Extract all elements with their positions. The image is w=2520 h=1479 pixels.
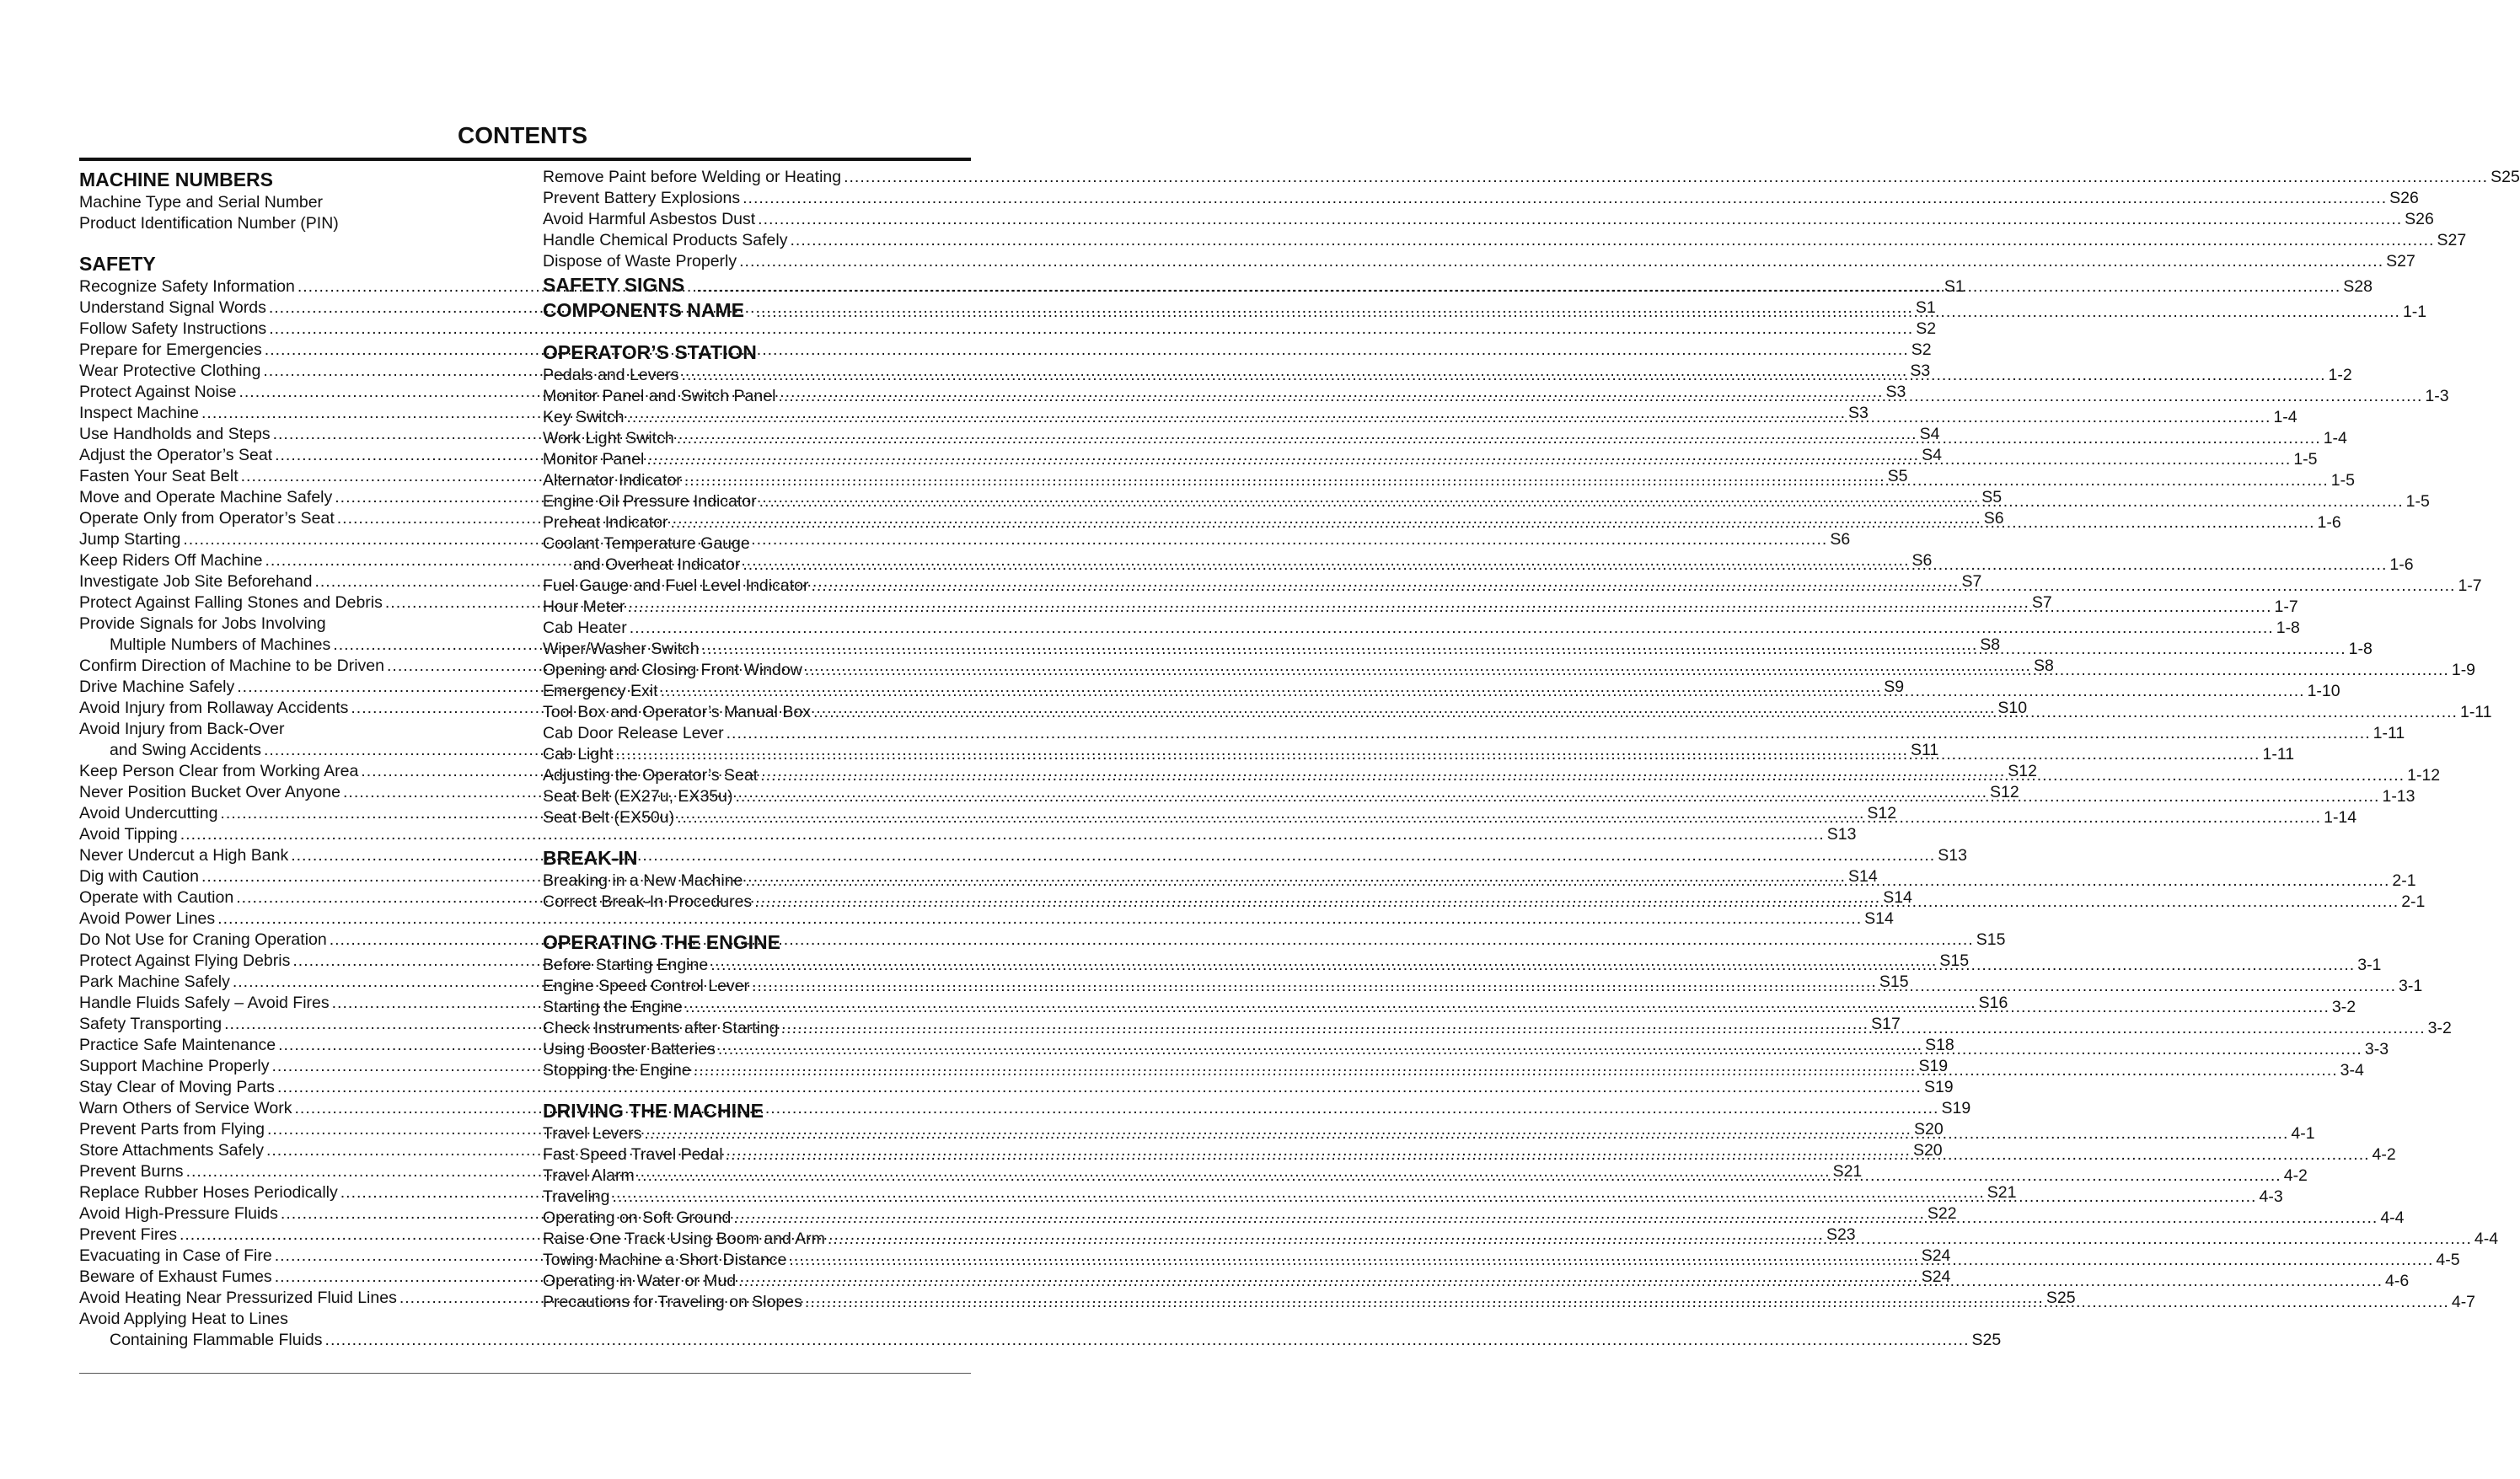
entry-title: Practice Safe Maintenance	[79, 1036, 276, 1054]
entry-page-number: S15	[1939, 951, 1970, 970]
entry-page-number: 4-3	[2259, 1187, 2283, 1206]
entry-page-number: S27	[2386, 252, 2415, 271]
entry-page-number: S23	[1826, 1225, 1856, 1244]
entry-title: Handle Fluids Safely – Avoid Fires	[79, 994, 330, 1012]
entry-page-number: S24	[1921, 1246, 1951, 1265]
entry-page-number: 2-1	[2392, 871, 2416, 890]
entry-title: Alternator Indicator	[543, 471, 682, 490]
entry-title: Keep Riders Off Machine	[79, 551, 263, 570]
entry-page-number: S1	[1944, 277, 1965, 296]
entry-title: Engine Oil Pressure Indicator	[543, 492, 757, 511]
entry-page-number: 3-1	[2357, 956, 2382, 974]
entry-page-number: 1-14	[2324, 808, 2357, 827]
entry-title: Wiper/Washer Switch	[543, 640, 700, 658]
dot-leader	[615, 745, 2260, 764]
entry-page-number: 3-4	[2340, 1061, 2364, 1080]
entry-title: Monitor Panel and Switch Panel	[543, 387, 776, 405]
entry-page-number: S17	[1871, 1015, 1901, 1033]
entry-title: Avoid Tipping	[79, 825, 178, 844]
dot-leader	[630, 619, 2274, 637]
entry-page-number: S12	[2008, 762, 2037, 780]
entry-page-number: S26	[2405, 210, 2434, 228]
entry-page-number: 1-6	[2317, 513, 2341, 532]
entry-page-number: 4-5	[2436, 1251, 2460, 1269]
entry-title: Avoid Undercutting	[79, 804, 218, 823]
entry-title: Before Starting Engine	[543, 956, 709, 974]
entry-page-number: 4-6	[2385, 1272, 2410, 1290]
entry-title: Evacuating in Case of Fire	[79, 1246, 272, 1265]
entry-title: Jump Starting	[79, 530, 181, 549]
entry-title: Work Light Switch	[543, 429, 674, 447]
entry-page-number: 4-2	[2283, 1166, 2308, 1185]
dot-leader	[710, 956, 2355, 974]
section-heading-operator-s-station: OPERATOR’S STATION	[543, 341, 757, 363]
entry-title: Never Undercut a High Bank	[79, 846, 289, 865]
entry-page-number: 1-1	[2402, 303, 2427, 321]
dot-leader	[626, 408, 2271, 426]
dot-leader	[844, 168, 2488, 186]
entry-title: Prevent Burns	[79, 1162, 184, 1181]
entry-title: Stopping the Engine	[543, 1061, 691, 1080]
entry-page-number: S5	[1887, 467, 1908, 485]
dot-leader	[612, 1187, 2256, 1206]
entry-title: Adjust the Operator’s Seat	[79, 446, 273, 464]
entry-page-number: 4-4	[2474, 1230, 2499, 1248]
entry-page-number: 1-8	[2276, 619, 2300, 637]
dot-leader	[760, 766, 2405, 785]
entry-page-number: S2	[1911, 340, 1932, 359]
entry-page-number: S25	[1971, 1331, 2002, 1349]
entry-title: Beware of Exhaust Fumes	[79, 1267, 272, 1286]
entry-page-number: S15	[1879, 973, 1909, 991]
dot-leader	[265, 340, 1909, 359]
entry-page-number: S13	[1826, 825, 1857, 844]
entry-title: Tool Box and Operator’s Manual Box	[543, 703, 811, 721]
entry-title: and Swing Accidents	[110, 741, 261, 759]
entry-title: Towing Machine a Short Distance	[543, 1251, 787, 1269]
dot-leader	[805, 1293, 2449, 1311]
entry-page-number: S25	[2491, 168, 2520, 186]
dot-leader	[677, 429, 2321, 447]
entry-title: Emergency Exit	[543, 682, 658, 700]
entry-title: Cab Heater	[543, 619, 627, 637]
entry-page-number: S27	[2437, 231, 2467, 249]
entry-page-number: 1-6	[2389, 555, 2414, 574]
entry-title: Inspect Machine	[79, 404, 199, 422]
entry-title: Never Position Bucket Over Anyone	[79, 783, 340, 801]
entry-title: SAFETY SIGNS	[543, 274, 685, 296]
entry-title: Avoid High-Pressure Fluids	[79, 1204, 278, 1223]
page-title: CONTENTS	[458, 122, 587, 148]
entry-page-number: S8	[2033, 656, 2054, 675]
toc-line-product-identification-number-pin	[79, 213, 481, 234]
dot-leader	[759, 492, 2404, 511]
entry-page-number: 1-11	[2262, 745, 2295, 764]
entry-title: Machine Type and Serial Number	[79, 193, 324, 212]
entry-page-number: 1-4	[2273, 408, 2297, 426]
entry-title: Monitor Panel	[543, 450, 645, 469]
dot-leader	[637, 1166, 2281, 1185]
toc-entry-stay-clear-of-moving-parts[interactable]	[79, 1077, 1954, 1098]
entry-title: Fasten Your Seat Belt	[79, 467, 239, 485]
dot-leader	[743, 189, 2387, 207]
entry-page-number: 1-2	[2328, 366, 2352, 384]
entry-page-number: S15	[1976, 930, 2006, 949]
entry-title: Check Instruments after Starting	[543, 1019, 779, 1037]
entry-page-number: S19	[1923, 1078, 1954, 1096]
entry-title: Starting the Engine	[543, 998, 683, 1016]
toc-line-machine-type-and-serial-number	[79, 192, 481, 213]
entry-title: Correct Break-In Procedures	[543, 892, 753, 911]
entry-title: Wear Protective Clothing	[79, 362, 261, 380]
entry-page-number: 1-5	[2330, 471, 2355, 490]
entry-title: and Overheat Indicator	[573, 555, 741, 574]
entry-page-number: S14	[1883, 888, 1912, 907]
entry-page-number: S21	[1987, 1183, 2017, 1202]
entry-page-number: S3	[1885, 383, 1906, 401]
entry-title: Move and Operate Machine Safely	[79, 488, 333, 506]
entry-title: Use Handholds and Steps	[79, 425, 271, 443]
entry-page-number: 3-3	[2364, 1040, 2389, 1058]
entry-page-number: S1	[1915, 298, 1936, 317]
entry-title: Product Identification Number (PIN)	[79, 214, 339, 233]
entry-page-number: S8	[1980, 635, 2001, 654]
entry-title: Protect Against Flying Debris	[79, 951, 291, 970]
entry-title: Understand Signal Words	[79, 298, 266, 317]
entry-page-number: 1-11	[2373, 724, 2405, 742]
toc-line-coolant-temperature-gauge	[543, 533, 946, 555]
entry-title: Travel Alarm	[543, 1166, 635, 1185]
entry-title: Replace Rubber Hoses Periodically	[79, 1183, 338, 1202]
entry-page-number: 1-8	[2348, 640, 2373, 658]
dot-leader	[694, 1061, 2338, 1080]
dot-leader	[733, 1208, 2378, 1227]
dot-leader	[758, 210, 2402, 228]
dot-leader	[778, 387, 2422, 405]
entry-page-number: 1-7	[2274, 597, 2298, 616]
entry-title: Prevent Battery Explosions	[543, 189, 741, 207]
entry-page-number: 3-1	[2399, 977, 2423, 995]
entry-title: Adjusting the Operator’s Seat	[543, 766, 759, 785]
entry-title: Do Not Use for Craning Operation	[79, 930, 327, 949]
entry-page-number: S12	[1990, 783, 2019, 801]
entry-title: Avoid Injury from Back-Over	[79, 720, 285, 738]
footer-rule	[79, 1373, 971, 1374]
dot-leader	[183, 530, 1827, 549]
dot-leader	[684, 471, 2329, 490]
entry-page-number: 4-4	[2380, 1208, 2405, 1227]
entry-page-number: S16	[1978, 994, 2008, 1012]
entry-title: Prevent Parts from Flying	[79, 1120, 265, 1139]
toc-entry-avoid-power-lines[interactable]	[79, 908, 1894, 930]
entry-title: Hour Meter	[543, 597, 625, 616]
entry-page-number: 1-12	[2407, 766, 2441, 785]
entry-title: Park Machine Safely	[79, 973, 230, 991]
entry-page-number: S10	[1997, 699, 2028, 717]
entry-title: Handle Chemical Products Safely	[543, 231, 788, 249]
dot-leader	[702, 640, 2346, 658]
dot-leader	[727, 724, 2371, 742]
entry-title: Avoid Power Lines	[79, 909, 216, 928]
entry-page-number: S25	[2045, 1289, 2076, 1307]
entry-page-number: S3	[1848, 404, 1869, 422]
dot-leader	[828, 1230, 2472, 1248]
toc-entry-avoid-tipping[interactable]	[79, 824, 1857, 845]
dot-leader	[743, 555, 2387, 574]
dot-leader	[811, 576, 2455, 595]
dot-leader	[325, 1331, 1970, 1349]
entry-title: COMPONENTS NAME	[543, 299, 744, 321]
entry-page-number: 1-9	[2451, 661, 2476, 679]
dot-leader	[291, 846, 1935, 865]
dot-leader	[180, 825, 1825, 844]
entry-title: Containing Flammable Fluids	[110, 1331, 323, 1349]
section-heading-machine-numbers: MACHINE NUMBERS	[79, 169, 273, 190]
toc-entry-remove-paint-before-welding-or-heating[interactable]	[543, 167, 2520, 188]
entry-title: Keep Person Clear from Working Area	[79, 762, 359, 780]
toc-entry-avoid-harmful-asbestos-dust[interactable]	[543, 209, 2434, 230]
dot-leader	[735, 787, 2379, 806]
entry-title: Protect Against Falling Stones and Debris	[79, 593, 383, 612]
entry-title: Fuel Gauge and Fuel Level Indicator	[543, 576, 809, 595]
dot-leader	[752, 977, 2396, 995]
entry-title: Cab Door Release Lever	[543, 724, 724, 742]
entry-page-number: S12	[1867, 804, 1897, 823]
entry-title: Dig with Caution	[79, 867, 199, 886]
dot-leader	[294, 1099, 1938, 1117]
entry-page-number: S11	[1910, 741, 1939, 759]
dot-leader	[628, 597, 2272, 616]
entry-title: Operate Only from Operator’s Seat	[79, 509, 335, 528]
entry-title: Operating on Soft Ground	[543, 1208, 732, 1227]
entry-title: Safety Transporting	[79, 1015, 223, 1033]
entry-page-number: S6	[1830, 530, 1851, 549]
dot-leader	[646, 450, 2291, 469]
entry-title: Prepare for Emergencies	[79, 340, 262, 359]
dot-leader	[739, 252, 2383, 271]
title-rule	[79, 158, 971, 161]
entry-title: Stay Clear of Moving Parts	[79, 1078, 275, 1096]
entry-page-number: S18	[1925, 1036, 1954, 1054]
entry-page-number: 1-10	[2307, 682, 2340, 700]
entry-title: Prevent Fires	[79, 1225, 177, 1244]
entry-title: Avoid Harmful Asbestos Dust	[543, 210, 756, 228]
entry-page-number: S20	[1913, 1120, 1944, 1139]
entry-title: Provide Signals for Jobs Involving	[79, 614, 326, 633]
dot-leader	[756, 303, 2400, 321]
entry-title: Support Machine Properly	[79, 1057, 270, 1075]
entry-title: Multiple Numbers of Machines	[110, 635, 331, 654]
entry-page-number: S19	[1941, 1099, 1971, 1117]
entry-title: Precautions for Traveling on Slopes	[543, 1293, 802, 1311]
entry-title: Warn Others of Service Work	[79, 1099, 292, 1117]
entry-title: Breaking in a New Machine	[543, 871, 743, 890]
entry-title: Remove Paint before Welding or Heating	[543, 168, 842, 186]
entry-page-number: 3-2	[2331, 998, 2356, 1016]
entry-page-number: 1-7	[2458, 576, 2482, 595]
dot-leader	[718, 1040, 2362, 1058]
entry-title: Store Attachments Safely	[79, 1141, 264, 1160]
entry-page-number: 3-2	[2427, 1019, 2452, 1037]
entry-title: Recognize Safety Information	[79, 277, 295, 296]
dot-leader	[661, 682, 2305, 700]
entry-title: Avoid Injury from Rollaway Accidents	[79, 699, 349, 717]
entry-page-number: 1-3	[2425, 387, 2449, 405]
entry-page-number: 4-1	[2291, 1124, 2315, 1143]
entry-title: Operating in Water or Mud	[543, 1272, 737, 1290]
entry-title: Drive Machine Safely	[79, 678, 235, 696]
entry-title: Protect Against Noise	[79, 383, 237, 401]
entry-page-number: 2-1	[2401, 892, 2426, 911]
dot-leader	[677, 808, 2321, 827]
toc-entry-cab-door-release-lever[interactable]	[543, 723, 2405, 744]
entry-title: Seat Belt (EX27u, EX35u)	[543, 787, 733, 806]
entry-page-number: 1-13	[2382, 787, 2415, 806]
entry-title: Avoid Heating Near Pressurized Fluid Lines	[79, 1289, 397, 1307]
entry-title: Preheat Indicator	[543, 513, 668, 532]
dot-leader	[754, 892, 2399, 911]
dot-leader	[789, 1251, 2433, 1269]
section-heading-break-in: BREAK-IN	[543, 847, 638, 869]
dot-leader	[790, 231, 2434, 249]
entry-page-number: S7	[1961, 572, 1982, 591]
entry-title: Fast Speed Travel Pedal	[543, 1145, 723, 1164]
entry-page-number: S20	[1912, 1141, 1943, 1160]
toc-entry-dispose-of-waste-properly[interactable]	[543, 251, 2415, 272]
entry-title: Traveling	[543, 1187, 610, 1206]
toc-line-avoid-injury-from-back-over	[79, 719, 481, 740]
toc-entry-prevent-battery-explosions[interactable]	[543, 188, 2419, 209]
dot-leader	[277, 1078, 1922, 1096]
entry-page-number: S19	[1918, 1057, 1949, 1075]
dot-leader	[696, 277, 2340, 296]
entry-title: Key Switch	[543, 408, 625, 426]
entry-title: Operate with Caution	[79, 888, 234, 907]
entry-page-number: S4	[1922, 446, 1942, 464]
dot-leader	[781, 1019, 2426, 1037]
dot-leader	[682, 366, 2326, 384]
entry-page-number: S28	[2343, 277, 2373, 296]
entry-title: Pedals and Levers	[543, 366, 679, 384]
entry-page-number: 1-11	[2459, 703, 2492, 721]
entry-page-number: S22	[1927, 1204, 1957, 1223]
entry-title: Travel Levers	[543, 1124, 642, 1143]
dot-leader	[813, 703, 2458, 721]
entry-title: Using Booster Batteries	[543, 1040, 716, 1058]
entry-page-number: S26	[2389, 189, 2419, 207]
entry-page-number: S2	[1916, 319, 1937, 338]
entry-page-number: S4	[1919, 425, 1940, 443]
dot-leader	[726, 1145, 2370, 1164]
entry-page-number: S21	[1832, 1162, 1863, 1181]
section-heading-safety: SAFETY	[79, 253, 156, 275]
toc-entry-follow-safety-instructions[interactable]	[79, 319, 1937, 340]
entry-page-number: 1-4	[2323, 429, 2347, 447]
entry-page-number: S24	[1921, 1267, 1951, 1286]
entry-page-number: S9	[1884, 678, 1905, 696]
dot-leader	[644, 1124, 2288, 1143]
entry-page-number: S5	[1981, 488, 2003, 506]
dot-leader	[217, 909, 1862, 928]
entry-page-number: 1-5	[2405, 492, 2430, 511]
entry-title: Dispose of Waste Properly	[543, 252, 737, 271]
section-heading-operating-the-engine: OPERATING THE ENGINE	[543, 931, 780, 953]
entry-title: Follow Safety Instructions	[79, 319, 267, 338]
dot-leader	[738, 1272, 2383, 1290]
toc-line-provide-signals-for-jobs-involving	[79, 614, 481, 635]
dot-leader	[269, 319, 1913, 338]
entry-page-number: S13	[1938, 846, 1967, 865]
toc-entry-containing-flammable-fluids[interactable]	[79, 1330, 2002, 1351]
entry-page-number: S3	[1910, 362, 1931, 380]
entry-page-number: 1-5	[2293, 450, 2318, 469]
entry-title: Confirm Direction of Machine to be Driven	[79, 656, 384, 675]
toc-entry-cab-heater[interactable]	[543, 618, 2300, 639]
entry-title: Cab Light	[543, 745, 614, 764]
entry-page-number: S14	[1864, 909, 1894, 928]
dot-leader	[671, 513, 2315, 532]
section-heading-driving-the-machine: DRIVING THE MACHINE	[543, 1100, 764, 1122]
dot-leader	[685, 998, 2330, 1016]
entry-page-number: S6	[1911, 551, 1933, 570]
entry-page-number: 4-2	[2372, 1145, 2396, 1164]
toc-line-avoid-applying-heat-to-lines	[79, 1309, 481, 1330]
entry-page-number: S7	[2031, 593, 2052, 612]
toc-entry-handle-chemical-products-safely[interactable]	[543, 230, 2467, 251]
entry-page-number: S6	[1983, 509, 2004, 528]
entry-title: Seat Belt (EX50u)	[543, 808, 675, 827]
entry-title: Opening and Closing Front Window	[543, 661, 802, 679]
entry-page-number: 4-7	[2451, 1293, 2476, 1311]
entry-title: Investigate Job Site Beforehand	[79, 572, 313, 591]
entry-title: Raise One Track Using Boom and Arm	[543, 1230, 825, 1248]
entry-title: Engine Speed Control Lever	[543, 977, 749, 995]
dot-leader	[805, 661, 2449, 679]
entry-title: Avoid Applying Heat to Lines	[79, 1310, 288, 1328]
entry-title: Coolant Temperature Gauge	[543, 534, 750, 553]
entry-page-number: S14	[1847, 867, 1878, 886]
dot-leader	[745, 871, 2389, 890]
